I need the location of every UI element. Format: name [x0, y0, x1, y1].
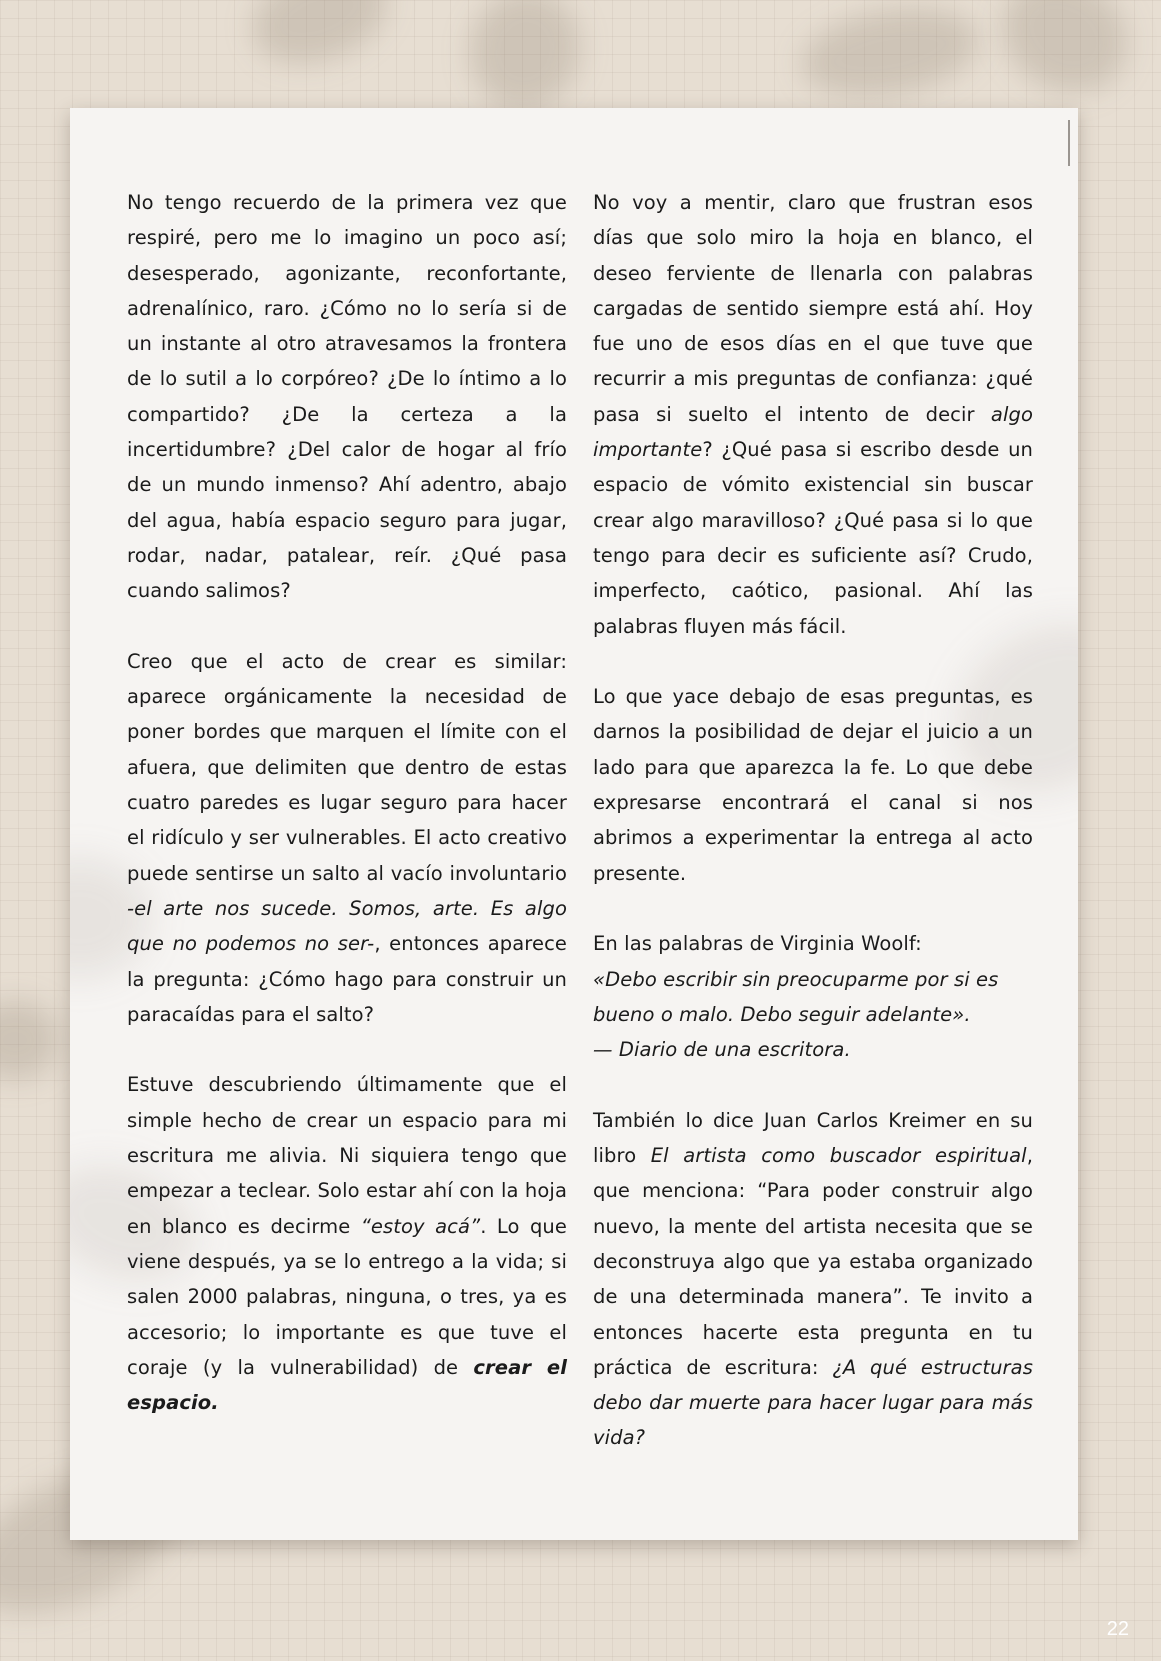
- left-p3-italic: “estoy acá”: [360, 1214, 481, 1238]
- leaf-shadow-top-left: [239, 0, 401, 81]
- left-p3-text-a: Estuve descubriendo últimamente que el simple hecho de crear un espacio para mi escritura me alivia. Ni siquiera tengo que empezar a teclear. Solo estar ahí con la hoja en blanco es decirme: [127, 1073, 567, 1238]
- left-p3-text-b: . Lo que viene después, ya se lo entrego a la vida; si salen 2000 palabras, ninguna, o tres, ya es accesorio; lo importante es que tuve el coraje (y la vulnerabilidad) de: [127, 1214, 567, 1379]
- sheet-edge-mark: [1068, 120, 1070, 166]
- left-column: [127, 185, 567, 1420]
- right-paragraph-3-quote: [593, 926, 1033, 1067]
- left-p3-bold-italic: crear el espacio.: [127, 1355, 567, 1415]
- right-p4-text-b: , que menciona: “Para poder construir algo nuevo, la mente del artista necesita que se deconstruya algo que ya estaba organizado de una determinada manera”. Te invito a entonces hacerte esta pregunta en tu práctica de escritura:: [593, 1144, 1034, 1379]
- leaf-shadow-top-right: [794, 0, 986, 110]
- paper-sheet: [70, 108, 1078, 1540]
- right-paragraph-4: [593, 1103, 1033, 1456]
- leaf-shadow-top-center: [456, 0, 593, 122]
- right-paragraph-2: Lo que yace debajo de esas preguntas, es darnos la posibilidad de dejar el juicio a un lado para que aparezca la fe. Lo que debe expresarse encontrará el canal si nos abrimos a experimentar la entrega al acto presente.: [593, 685, 1033, 885]
- left-p2-text-b: , entonces aparece la pregunta: ¿Cómo hago para construir un paracaídas para el salto?: [127, 932, 567, 1026]
- quote-attribution: — Diario de una escritora.: [593, 1038, 851, 1062]
- left-paragraph-1: No tengo recuerdo de la primera vez que respiré, pero me lo imagino un poco así; desesperado, agonizante, reconfortante, adrenalínico, raro. ¿Cómo no lo sería si de un instante al otro atravesamos la frontera de lo sutil a lo corpóreo? ¿De lo íntimo a lo compartido? ¿De la certeza a la incertidumbre? ¿Del calor de hogar al frío de un mundo inmenso? Ahí adentro, abajo del agua, había espacio seguro para jugar, rodar, nadar, patalear, reír. ¿Qué pasa cuando salimos?: [127, 191, 567, 603]
- closing-question: ¿A qué estructuras debo dar muerte para hacer lugar para más vida?: [593, 1355, 1033, 1450]
- quote-intro: En las palabras de Virginia Woolf:: [593, 932, 922, 956]
- right-p1-text-b: ? ¿Qué pasa si escribo desde un espacio de vómito existencial sin buscar crear algo maravilloso? ¿Qué pasa si lo que tengo para decir es suficiente así? Crudo, imperfecto, caótico, pasional. Ahí las palabras fluyen más fácil.: [593, 438, 1033, 638]
- woolf-quote: «Debo escribir sin preocuparme por si es bueno o malo. Debo seguir adelante».: [593, 967, 999, 1026]
- book-title: El artista como buscador espiritual: [650, 1144, 1027, 1168]
- right-p1-text-a: No voy a mentir, claro que frustran esos días que solo miro la hoja en blanco, el deseo ferviente de llenarla con palabras cargadas de sentido siempre está ahí. Hoy fue uno de esos días en el que tuve que recurrir a mis preguntas de confianza: ¿qué pasa si suelto el intento de decir: [593, 191, 1033, 426]
- leaf-shadow-top-far-right: [981, 0, 1149, 115]
- page-number: 22: [1106, 1618, 1129, 1640]
- right-column: [593, 185, 1033, 1456]
- left-paragraph-3: [127, 1067, 567, 1420]
- right-paragraph-1: [593, 185, 1033, 644]
- right-p1-italic: algo importante: [593, 402, 1033, 462]
- left-p2-text-a: Creo que el acto de crear es similar: aparece orgánicamente la necesidad de poner bordes que marquen el límite con el afuera, que delimiten que dentro de estas cuatro paredes es lugar seguro para hacer el ridículo y ser vulnerables. El acto creativo puede sentirse un salto al vacío involuntario: [127, 649, 567, 885]
- left-paragraph-2: [127, 644, 567, 1032]
- left-p2-italic: -el arte nos sucede. Somos, arte. Es algo que no podemos no ser-: [127, 896, 567, 956]
- right-p4-text-a: También lo dice Juan Carlos Kreimer en su libro: [593, 1108, 1033, 1168]
- leaf-shadow-left-mid: [0, 1000, 60, 1080]
